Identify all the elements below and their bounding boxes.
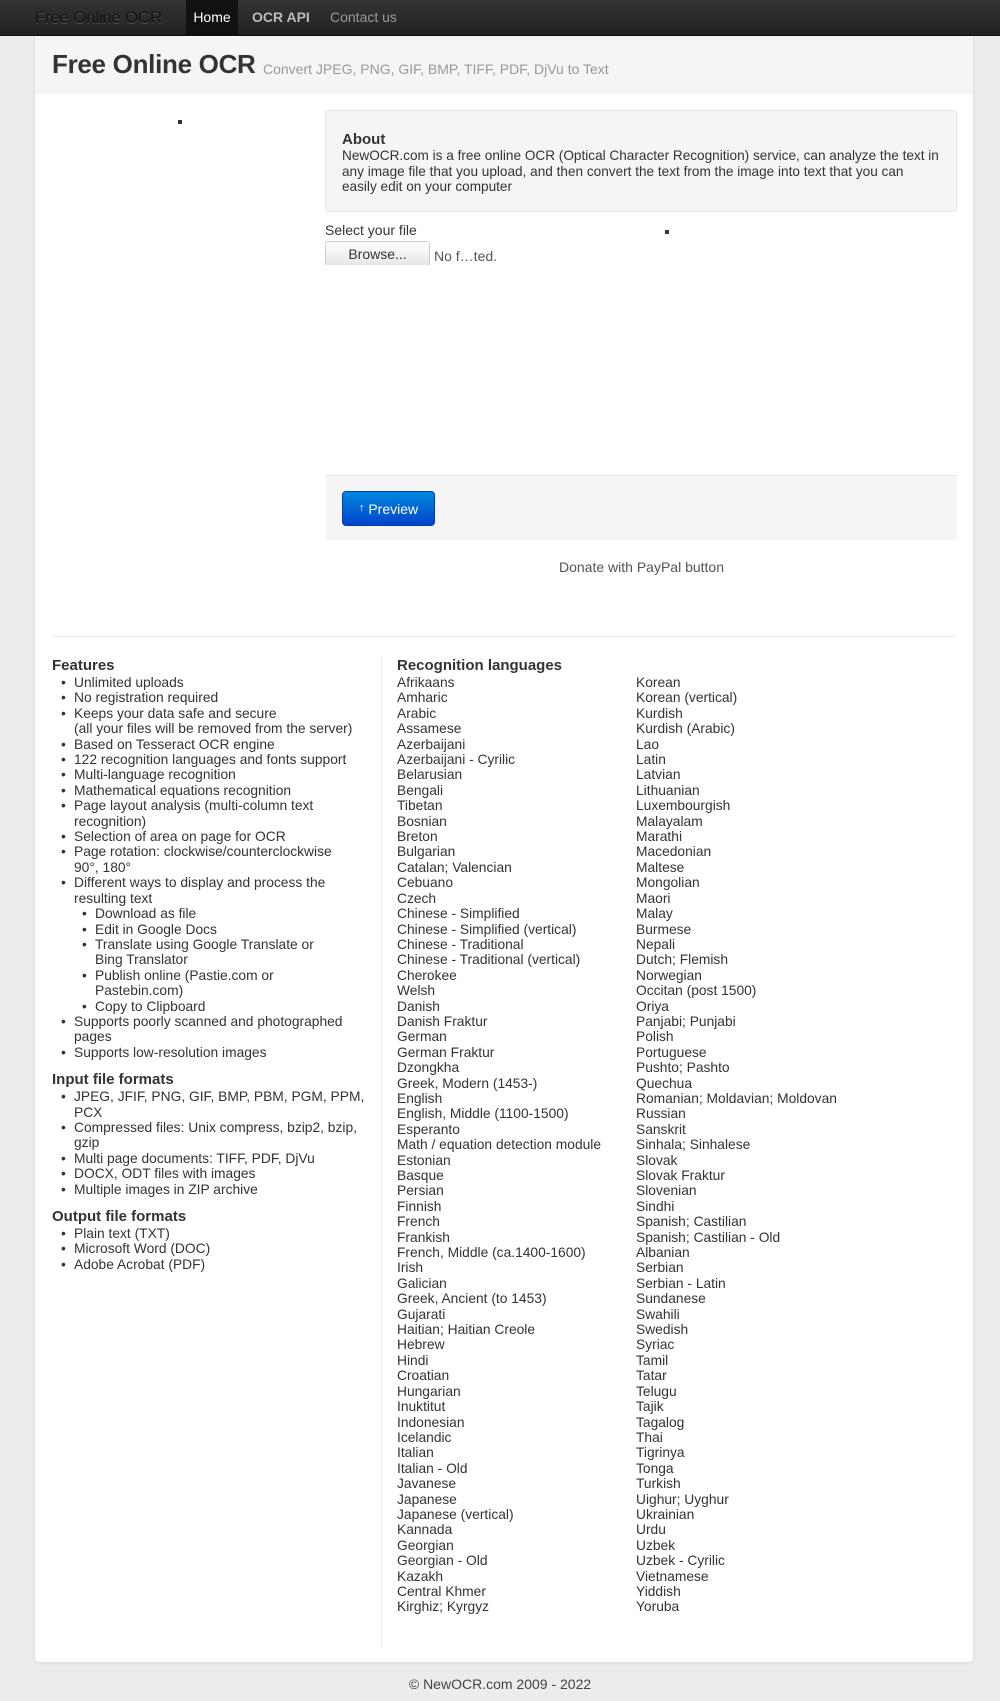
language-item: Czech xyxy=(397,890,437,906)
language-item: Persian xyxy=(397,1183,444,1199)
language-item: Italian - Old xyxy=(397,1460,468,1476)
language-item: Lithuanian xyxy=(636,782,700,798)
feature-item: • Selection of area on page for OCR xyxy=(52,829,382,844)
language-item: Indonesian xyxy=(397,1414,465,1430)
language-item: Albanian xyxy=(636,1245,690,1261)
language-item: Greek, Ancient (to 1453) xyxy=(397,1291,547,1307)
language-item: Polish xyxy=(636,1029,674,1045)
language-item: Sindhi xyxy=(636,1198,675,1214)
language-item: Slovak Fraktur xyxy=(636,1168,725,1183)
language-item: Croatian xyxy=(397,1368,450,1384)
feature-item: • Unlimited uploads xyxy=(52,675,382,690)
feature-item: • 122 recognition languages and fonts support xyxy=(52,752,382,767)
language-item: Tatar xyxy=(636,1368,667,1384)
language-item: Finnish xyxy=(397,1198,442,1214)
language-item: Urdu xyxy=(636,1522,666,1538)
language-item: Danish xyxy=(397,998,440,1014)
language-item: Oriya xyxy=(636,998,669,1014)
language-item: Galician xyxy=(397,1275,447,1291)
feature-subitem: • Copy to Clipboard xyxy=(52,999,342,1014)
language-item: Tajik xyxy=(636,1399,664,1415)
input-format-item: • Multiple images in ZIP archive xyxy=(52,1182,382,1197)
feature-item: • Page layout analysis (multi-column text recognition) xyxy=(52,798,317,829)
language-item: Cebuano xyxy=(397,875,454,891)
language-item: Marathi xyxy=(636,829,683,845)
language-item: Dzongkha xyxy=(397,1060,460,1076)
language-item: Uzbek xyxy=(636,1537,676,1553)
preview-button[interactable] xyxy=(342,491,435,526)
form-actions xyxy=(326,475,957,540)
language-item: French, Middle (ca.1400-1600) xyxy=(397,1245,586,1261)
language-item: Spanish; Castilian xyxy=(636,1214,747,1230)
language-item: Basque xyxy=(397,1168,444,1183)
language-item: Georgian - Old xyxy=(397,1553,488,1569)
about-box xyxy=(325,110,957,212)
language-item: Azerbaijani xyxy=(397,736,466,752)
language-item: Ukrainian xyxy=(636,1506,695,1522)
page-title: Free Online OCR xyxy=(52,49,256,79)
output-format-item: • Adobe Acrobat (PDF) xyxy=(52,1257,382,1272)
language-item: Turkish xyxy=(636,1476,681,1492)
language-item: Hungarian xyxy=(397,1383,461,1399)
language-item: Tibetan xyxy=(397,798,443,814)
preview-label: Preview xyxy=(368,501,419,517)
footer-copyright: © NewOCR.com 2009 - 2022 xyxy=(408,1676,592,1692)
language-item: Hindi xyxy=(397,1352,429,1368)
language-item: German xyxy=(397,1029,447,1045)
language-item: Georgian xyxy=(397,1537,454,1553)
placeholder-dot xyxy=(178,120,182,124)
language-item: Belarusian xyxy=(397,767,463,783)
language-item: Maori xyxy=(636,890,671,906)
language-item: Yoruba xyxy=(636,1599,680,1615)
nav-contact-us[interactable]: Contact us xyxy=(330,9,397,25)
divider xyxy=(52,636,957,637)
language-item: Quechua xyxy=(636,1075,692,1091)
language-item: Korean (vertical) xyxy=(636,690,738,706)
output-format-item: • Microsoft Word (DOC) xyxy=(52,1241,382,1256)
language-item: Luxembourgish xyxy=(636,798,731,814)
language-item: Chinese - Traditional (vertical) xyxy=(397,952,581,968)
language-item: Maltese xyxy=(636,859,685,875)
output-format-item: • Plain text (TXT) xyxy=(52,1226,382,1241)
language-item: Korean xyxy=(636,675,681,690)
language-item: Catalan; Valencian xyxy=(397,859,512,875)
languages-list-1 xyxy=(397,675,601,1615)
language-item: Chinese - Traditional xyxy=(397,936,524,952)
input-format-item: • Multi page documents: TIFF, PDF, DjVu xyxy=(52,1151,382,1166)
language-item: Kannada xyxy=(397,1522,453,1538)
language-item: French xyxy=(397,1214,440,1230)
nav-ocr-api[interactable]: OCR API xyxy=(252,9,310,25)
language-item: Slovak xyxy=(636,1152,678,1168)
language-item: Italian xyxy=(397,1445,434,1461)
features-column xyxy=(52,657,382,1272)
language-item: Inuktitut xyxy=(397,1399,446,1415)
language-item: Tagalog xyxy=(636,1414,685,1430)
feature-item: • Based on Tesseract OCR engine xyxy=(52,737,382,752)
languages-list-2 xyxy=(636,675,837,1615)
features-title: Features xyxy=(52,657,115,674)
feature-item: • Multi-language recognition xyxy=(52,767,382,782)
language-item: Hebrew xyxy=(397,1337,445,1353)
language-item: Haitian; Haitian Creole xyxy=(397,1322,536,1338)
language-item: Sanskrit xyxy=(636,1121,686,1137)
file-status: No f…ted. xyxy=(434,248,498,264)
language-item: Esperanto xyxy=(397,1121,460,1137)
language-item: Japanese (vertical) xyxy=(397,1506,514,1522)
language-item: Irish xyxy=(397,1260,424,1276)
language-item: Welsh xyxy=(397,983,436,999)
language-item: Yiddish xyxy=(636,1583,681,1599)
input-format-item: • DOCX, ODT files with images xyxy=(52,1166,382,1181)
language-item: Icelandic xyxy=(397,1429,452,1445)
language-item: Japanese xyxy=(397,1491,457,1507)
language-item: Uzbek - Cyrilic xyxy=(636,1553,725,1569)
language-item: Kirghiz; Kyrgyz xyxy=(397,1599,490,1615)
language-item: Sundanese xyxy=(636,1291,706,1307)
language-item: Bulgarian xyxy=(397,844,456,860)
language-item: Kazakh xyxy=(397,1568,444,1584)
language-item: Russian xyxy=(636,1106,686,1122)
language-item: Javanese xyxy=(397,1476,457,1492)
feature-subitem: • Publish online (Pastie.com or Pastebin.com) xyxy=(52,968,312,999)
language-item: English, Middle (1100-1500) xyxy=(397,1106,569,1122)
language-item: Panjabi; Punjabi xyxy=(636,1013,736,1029)
language-item: Arabic xyxy=(397,705,437,721)
language-item: Swedish xyxy=(636,1322,689,1338)
page-subtitle: Convert JPEG, PNG, GIF, BMP, TIFF, PDF, DjVu to Text xyxy=(263,61,609,77)
main-container xyxy=(35,36,973,1662)
language-item: Bosnian xyxy=(397,813,447,829)
language-item: Kurdish (Arabic) xyxy=(636,721,735,737)
language-item: Burmese xyxy=(636,921,692,937)
language-item: Cherokee xyxy=(397,967,457,983)
language-item: Gujarati xyxy=(397,1306,446,1322)
brand-link[interactable]: Free Online OCR xyxy=(35,8,162,27)
language-item: Serbian - Latin xyxy=(636,1275,726,1291)
language-item: Mongolian xyxy=(636,875,700,891)
feature-item: • Page rotation: clockwise/counterclockwise 90°, 180° xyxy=(52,844,342,875)
language-item: Occitan (post 1500) xyxy=(636,983,757,999)
feature-item: • Supports low-resolution images xyxy=(52,1045,382,1060)
features-list xyxy=(52,675,382,1060)
language-item: German Fraktur xyxy=(397,1044,495,1060)
output-formats-title: Output file formats xyxy=(52,1208,187,1225)
input-formats-title: Input file formats xyxy=(52,1071,174,1089)
language-item: Latin xyxy=(636,752,666,768)
language-item: Bengali xyxy=(397,782,444,798)
about-text: NewOCR.com is a free online OCR (Optical Character Recognition) service, can analyze the text in any image file that you upload, and then convert the text from the image into text that you can easily edit on your computer xyxy=(342,148,939,194)
nav-home[interactable]: Home xyxy=(186,0,238,35)
language-item: Tonga xyxy=(636,1460,674,1476)
feature-item: • Mathematical equations recognition xyxy=(52,783,382,798)
language-item: Thai xyxy=(636,1429,663,1445)
language-item: Chinese - Simplified xyxy=(397,906,520,922)
language-item: Telugu xyxy=(636,1383,677,1399)
language-item: Breton xyxy=(397,829,438,845)
language-item: Tigrinya xyxy=(636,1445,685,1461)
language-item: Syriac xyxy=(636,1337,675,1353)
language-item: Uighur; Uyghur xyxy=(636,1491,729,1507)
language-item: Lao xyxy=(636,736,660,752)
language-item: Portuguese xyxy=(636,1044,707,1060)
language-item: Kurdish xyxy=(636,705,683,721)
placeholder-dot xyxy=(665,230,669,234)
paypal-donate-button[interactable]: Donate with PayPal button xyxy=(559,559,724,575)
language-item: Malay xyxy=(636,906,673,922)
about-title: About xyxy=(342,131,386,148)
feature-item: • Keeps your data safe and secure (all your files will be removed from the server) xyxy=(52,706,382,737)
language-item: Macedonian xyxy=(636,844,712,860)
upload-arrow-icon: ↑ xyxy=(358,502,365,514)
input-format-item: • Compressed files: Unix compress, bzip2, bzip, gzip xyxy=(52,1120,382,1151)
language-item: Azerbaijani - Cyrilic xyxy=(397,752,516,768)
language-item: Estonian xyxy=(397,1152,451,1168)
language-item: Amharic xyxy=(397,690,448,706)
language-item: Swahili xyxy=(636,1306,680,1322)
output-formats-list xyxy=(52,1226,382,1272)
language-item: Afrikaans xyxy=(397,675,455,690)
languages-column xyxy=(381,657,957,1647)
language-item: Spanish; Castilian - Old xyxy=(636,1229,781,1245)
language-item: Assamese xyxy=(397,721,462,737)
input-formats-list xyxy=(52,1089,382,1197)
language-item: Dutch; Flemish xyxy=(636,952,729,968)
language-item: Pushto; Pashto xyxy=(636,1060,730,1076)
feature-item: • No registration required xyxy=(52,690,382,705)
language-item: Romanian; Moldavian; Moldovan xyxy=(636,1090,837,1106)
languages-title: Recognition languages xyxy=(397,657,563,674)
language-item: Greek, Modern (1453-) xyxy=(397,1075,538,1091)
language-item: Latvian xyxy=(636,767,681,783)
select-file-label: Select your file xyxy=(325,222,417,238)
feature-subitem: • Translate using Google Translate or Bing Translator xyxy=(52,937,342,968)
feature-subitem: • Download as file xyxy=(52,906,342,921)
language-item: Serbian xyxy=(636,1260,684,1276)
feature-item: • Different ways to display and process the resulting text • Download as file • Edit in Google Docs • Translate using Google Translate or Bing Translator • Publish online (Pastie.com or Pastebin.com) • Copy to Clipboard xyxy=(52,875,342,1014)
browse-button[interactable]: Browse... xyxy=(325,241,430,265)
language-item: Tamil xyxy=(636,1352,669,1368)
features-sublist xyxy=(52,906,342,1014)
language-item: Math / equation detection module xyxy=(397,1137,602,1153)
language-item: English xyxy=(397,1090,443,1106)
language-item: Vietnamese xyxy=(636,1568,709,1584)
language-item: Frankish xyxy=(397,1229,450,1245)
page-header xyxy=(35,36,973,94)
language-item: Danish Fraktur xyxy=(397,1013,488,1029)
input-format-item: • JPEG, JFIF, PNG, GIF, BMP, PBM, PGM, PPM, PCX xyxy=(52,1089,382,1120)
language-item: Sinhala; Sinhalese xyxy=(636,1137,751,1153)
language-item: Central Khmer xyxy=(397,1583,486,1599)
language-item: Norwegian xyxy=(636,967,702,983)
language-item: Nepali xyxy=(636,936,676,952)
feature-subitem: • Edit in Google Docs xyxy=(52,922,342,937)
top-navbar xyxy=(0,0,1000,36)
language-item: Malayalam xyxy=(636,813,703,829)
language-item: Slovenian xyxy=(636,1183,697,1199)
feature-item: • Supports poorly scanned and photographed pages xyxy=(52,1014,362,1045)
language-item: Chinese - Simplified (vertical) xyxy=(397,921,577,937)
